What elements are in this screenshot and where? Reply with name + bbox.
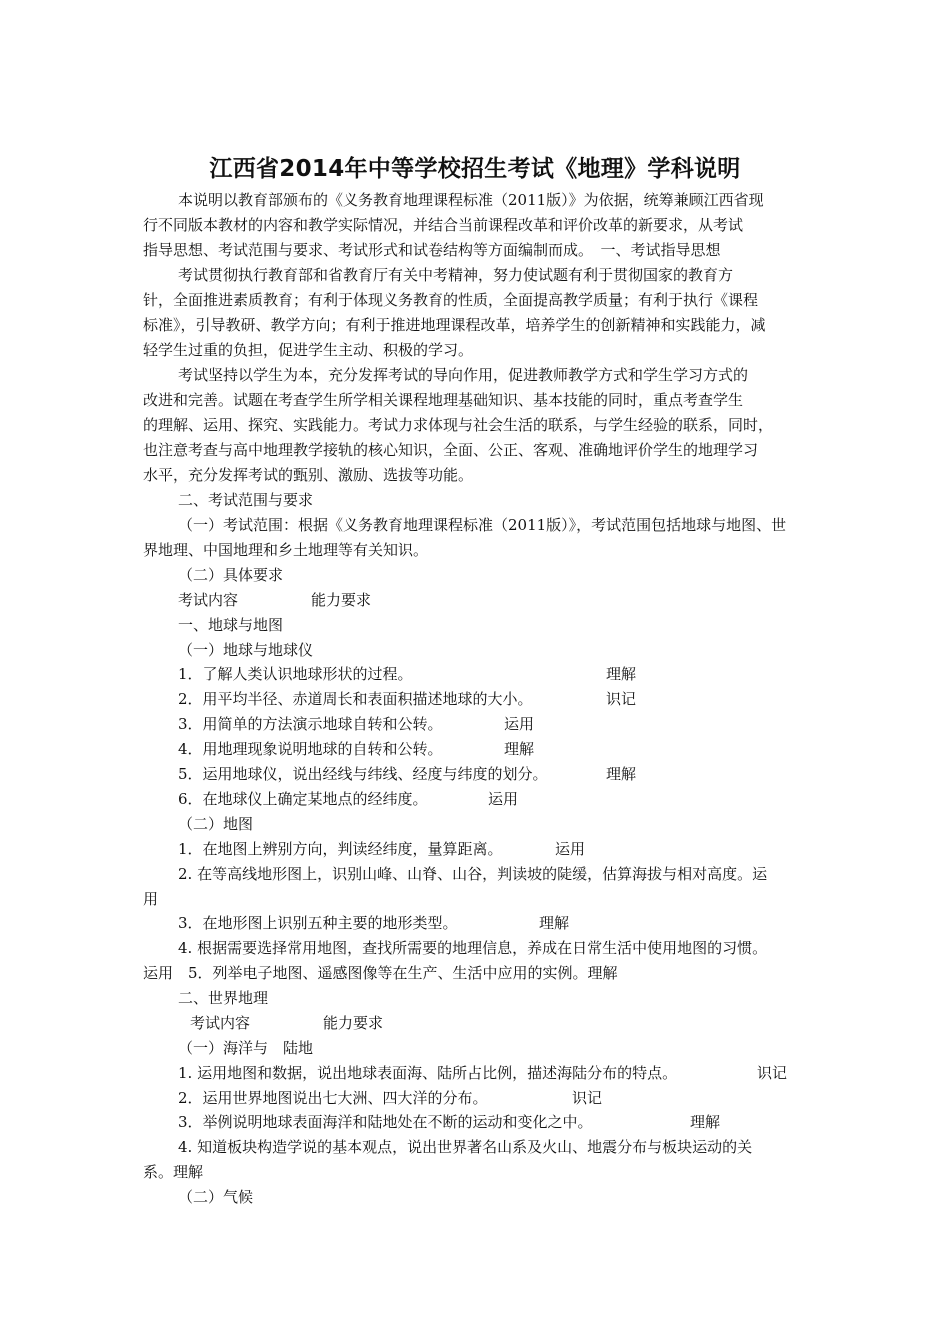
text-line: 改进和完善。试题在考查学生所学相关课程地理基础知识、基本技能的同时，重点考查学生 bbox=[143, 391, 744, 409]
text-line: 1．了解人类认识地球形状的过程。 bbox=[178, 665, 413, 683]
text-line: 5．运用地球仪，说出经线与纬线、经度与纬度的划分。 bbox=[178, 765, 548, 783]
text-line: 6．在地球仪上确定某地点的经纬度。 bbox=[178, 790, 428, 808]
text-line: 指导思想、考试范围与要求、考试形式和试卷结构等方面编制而成。 一、考试指导思想 bbox=[143, 241, 721, 259]
text-line: （二）具体要求 bbox=[178, 566, 284, 584]
text-line: 1. 运用地图和数据，说出地球表面海、陆所占比例，描述海陆分布的特点。 bbox=[178, 1064, 678, 1082]
text-line: 运用 5．列举电子地图、遥感图像等在生产、生活中应用的实例。理解 bbox=[143, 964, 618, 982]
document-title: 江西省2014年中等学校招生考试《地理》学科说明 bbox=[209, 156, 741, 182]
text-line: （一）地球与地球仪 bbox=[178, 641, 314, 659]
text-line: 考试内容 bbox=[190, 1014, 251, 1032]
text-line: 3．用简单的方法演示地球自转和公转。 bbox=[178, 715, 443, 733]
text-line: 标准》，引导教研、教学方向；有利于推进地理课程改革，培养学生的创新精神和实践能力，减 bbox=[143, 316, 766, 334]
text-line: 理解 bbox=[539, 914, 570, 932]
text-line: 行不同版本教材的内容和教学实际情况，并结合当前课程改革和评价改革的新要求，从考试 bbox=[143, 216, 744, 234]
text-line: 针，全面推进素质教育；有利于体现义务教育的性质，全面提高教学质量；有利于执行《课程 bbox=[143, 291, 759, 309]
text-line: 4. 根据需要选择常用地图，查找所需要的地理信息，养成在日常生活中使用地图的习惯。 bbox=[178, 939, 768, 957]
text-line: 轻学生过重的负担，促进学生主动、积极的学习。 bbox=[143, 341, 474, 359]
text-line: 考试内容 bbox=[178, 591, 239, 609]
text-line: 运用 bbox=[504, 715, 535, 733]
text-line: 3．举例说明地球表面海洋和陆地处在不断的运动和变化之中。 bbox=[178, 1113, 593, 1131]
text-line: 一、地球与地图 bbox=[178, 616, 284, 634]
text-line: 识记 bbox=[572, 1089, 603, 1107]
text-line: 识记 bbox=[757, 1064, 788, 1082]
text-line: （一）考试范围：根据《义务教育地理课程标准（2011版）》，考试范围包括地球与地图、世 bbox=[178, 516, 787, 534]
text-line: 水平，充分发挥考试的甄别、激励、选拔等功能。 bbox=[143, 466, 474, 484]
text-line: 3．在地形图上识别五种主要的地形类型。 bbox=[178, 914, 458, 932]
text-line: 本说明以教育部颁布的《义务教育地理课程标准（2011版）》为依据，统筹兼顾江西省现 bbox=[178, 191, 764, 209]
text-line: 2．运用世界地图说出七大洲、四大洋的分布。 bbox=[178, 1089, 488, 1107]
text-line: 考试贯彻执行教育部和省教育厅有关中考精神，努力使试题有利于贯彻国家的教育方 bbox=[178, 266, 734, 284]
text-line: 也注意考查与高中地理教学接轨的核心知识，全面、公正、客观、准确地评价学生的地理学习 bbox=[143, 441, 759, 459]
text-line: 用 bbox=[143, 890, 159, 908]
text-line: 运用 bbox=[488, 790, 519, 808]
text-line: 界地理、中国地理和乡土地理等有关知识。 bbox=[143, 541, 429, 559]
text-line: 4. 知道板块构造学说的基本观点，说出世界著名山系及火山、地震分布与板块运动的关 bbox=[178, 1138, 753, 1156]
text-line: 1．在地图上辨别方向，判读经纬度，量算距离。 bbox=[178, 840, 503, 858]
text-line: 的理解、运用、探究、实践能力。考试力求体现与社会生活的联系，与学生经验的联系，同时， bbox=[143, 416, 774, 434]
text-line: （一）海洋与 陆地 bbox=[178, 1039, 314, 1057]
text-line: 系。理解 bbox=[143, 1163, 204, 1181]
text-line: 理解 bbox=[504, 740, 535, 758]
text-line: 能力要求 bbox=[323, 1014, 384, 1032]
text-line: 理解 bbox=[690, 1113, 721, 1131]
text-line: （二）气候 bbox=[178, 1188, 254, 1206]
text-line: 二、世界地理 bbox=[178, 989, 269, 1007]
text-line: 识记 bbox=[606, 690, 637, 708]
text-line: （二）地图 bbox=[178, 815, 254, 833]
text-line: 2．用平均半径、赤道周长和表面积描述地球的大小。 bbox=[178, 690, 533, 708]
text-line: 运用 bbox=[555, 840, 586, 858]
text-line: 2. 在等高线地形图上，识别山峰、山脊、山谷，判读坡的陡缓，估算海拔与相对高度。运 bbox=[178, 865, 768, 883]
text-line: 理解 bbox=[606, 665, 637, 683]
text-line: 二、考试范围与要求 bbox=[178, 491, 314, 509]
text-line: 能力要求 bbox=[311, 591, 372, 609]
text-line: 考试坚持以学生为本，充分发挥考试的导向作用，促进教师教学方式和学生学习方式的 bbox=[178, 366, 749, 384]
text-line: 理解 bbox=[606, 765, 637, 783]
text-line: 4．用地理现象说明地球的自转和公转。 bbox=[178, 740, 443, 758]
